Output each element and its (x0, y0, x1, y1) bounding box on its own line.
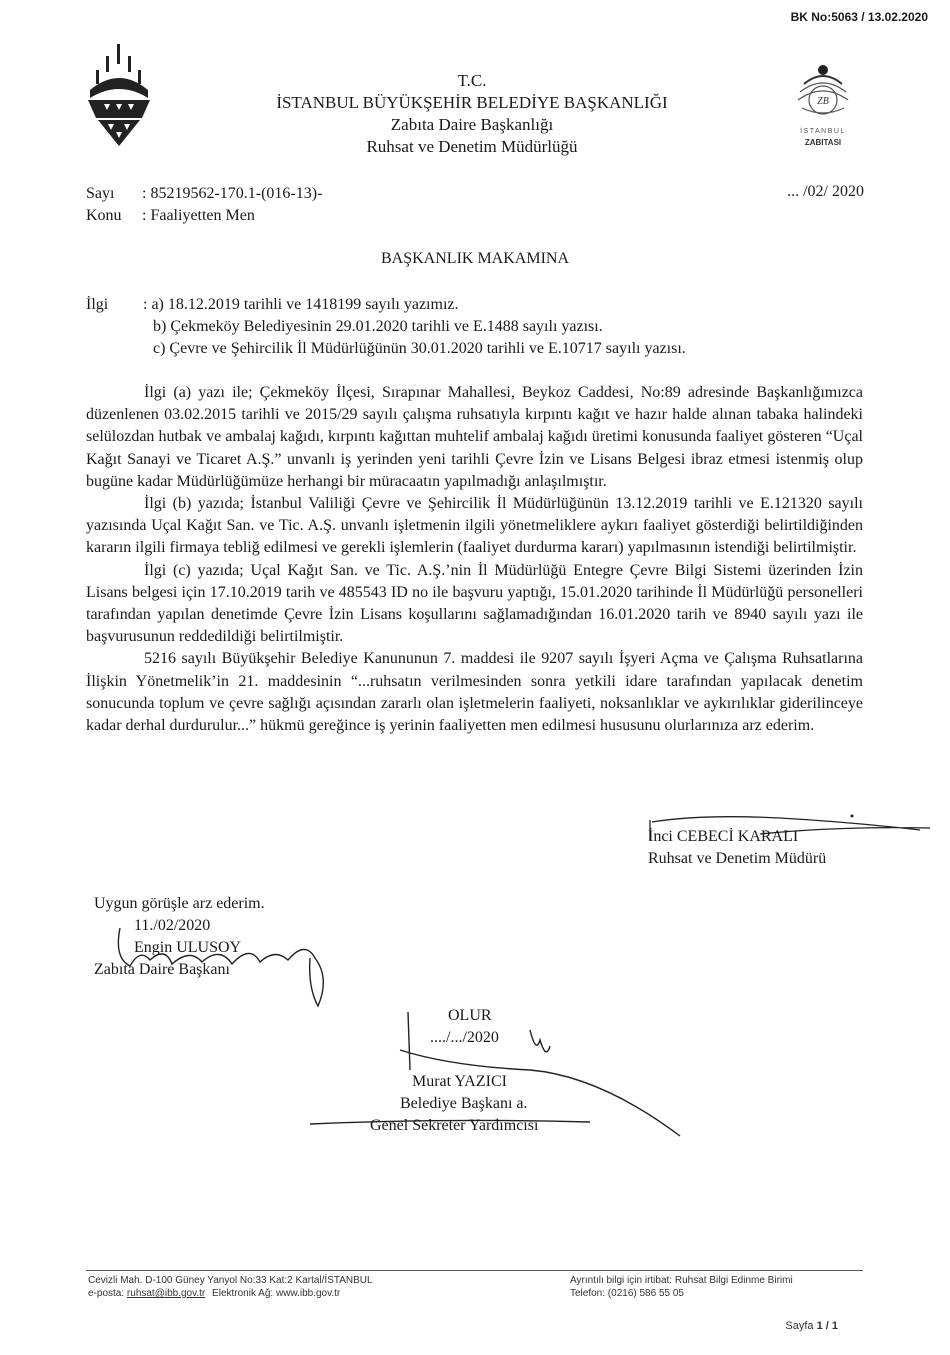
signatory-1 (648, 826, 826, 870)
page-number (785, 1320, 838, 1332)
paragraph-2: İlgi (b) yazıda; İstanbul Valiliği Çevre ve Şehircilik İl Müdürlüğünün 13.12.2019 tarihli ve E.121320 sayılı yazısında Uçal Kağıt San. ve Tic. A.Ş. unvanlı işletmenin ilgili yönetmeliklere aykırı faaliyet gösterdiği belirtildiğinden kararın ilgili firmaya tebliğ edilmesi ve gerekli işlemlerin (faaliyet durdurma kararı) yapılmasının istendiği belirtilmiştir. (86, 495, 863, 557)
approval-block (370, 1005, 539, 1137)
header-directorate: Ruhsat ve Denetim Müdürlüğü (366, 137, 578, 156)
addressee: BAŞKANLIK MAKAMINA (381, 250, 569, 267)
signatory-1-name: İnci CEBECİ KARALI (648, 828, 799, 845)
approval-date: ..../.../2020 (430, 1029, 499, 1046)
ilgi-ref-b: b) Çekmeköy Belediyesinin 29.01.2020 tarihli ve E.1488 sayılı yazısı. (153, 318, 603, 335)
zabita-logo (782, 64, 864, 154)
signatory-2-title: Zabıta Daire Başkanı (94, 961, 230, 978)
ilgi-ref-c: c) Çevre ve Şehircilik İl Müdürlüğünün 30.01.2020 tarihli ve E.10717 sayılı yazısı. (153, 340, 686, 357)
signatory-2-note: Uygun görüşle arz ederim. (94, 895, 265, 912)
signatory-1-title: Ruhsat ve Denetim Müdürü (648, 850, 827, 867)
paragraph-4: 5216 sayılı Büyükşehir Belediye Kanununun 7. maddesi ile 9207 sayılı İşyeri Açma ve Çalışma Ruhsatlarına İlişkin Yönetmelik’in 21. maddesinin “...ruhsatın verilmesinden sonra yetkili idare tarafından yapılacak denetim sonucunda toplum ve çevre sağlığı açısından zararlı olan işletmelerin faaliyeti, noksanlıklar ve aykırılıklar giderilinceye kadar derhal durdurulur...” hükmü gereğince iş yerinin faaliyetten men edilmesi hususunu olurlarınıza arz ederim. (86, 650, 863, 735)
sayi-value: : 85219562-170.1-(016-13)- (142, 185, 323, 202)
konu-value: : Faaliyetten Men (142, 207, 255, 224)
approval-name: Murat YAZICI (412, 1073, 507, 1090)
meta-sayi (86, 183, 322, 204)
zabita-emblem-icon (782, 64, 864, 126)
ilgi-ref-a: : a) 18.12.2019 tarihli ve 1418199 sayılı yazımız. (143, 296, 459, 313)
footer-email-link[interactable]: ruhsat@ibb.gov.tr (126, 1288, 206, 1299)
signatory-2-name: Engin ULUSOY (134, 939, 242, 956)
ilgi-label: İlgi (86, 296, 109, 313)
paragraph-1: İlgi (a) yazı ile; Çekmeköy İlçesi, Sırapınar Mahallesi, Beykoz Caddesi, No:89 adresinde Başkanlığımızca düzenlenen 03.02.2015 tarihli ve 2015/29 sayılı çalışma ruhsatıyla kırpıntı kağıt ve hazır halde alınan tabaka halindeki selülozdan hutbak ve ambalaj kağıdı, kırpıntı kağıttan muhtelif ambalaj kağıdı üretimi konusunda faaliyet gösteren “Uçal Kağıt Sanayi ve Ticaret A.Ş.” unvanlı iş yerinden yeni tarihli Çevre İzin ve Lisans Belgesi ibraz etmesi istenmiş olup bugüne kadar Müdürlüğümüze herhangi bir müracaatın yapılmadığı anlaşılmıştır. (86, 384, 863, 490)
footer-contact: Ayrıntılı bilgi için irtibat: Ruhsat Bilgi Edinme Birimi (570, 1275, 793, 1286)
body-text (86, 382, 863, 737)
header-department: Zabıta Daire Başkanlığı (390, 115, 554, 134)
approval-title-2: Genel Sekreter Yardımcısı (370, 1117, 539, 1134)
footer-right (570, 1274, 793, 1300)
sayi-label: Sayı (86, 185, 115, 202)
footer-email-label: e-posta: (88, 1288, 125, 1299)
footer-address: Cevizli Mah. D-100 Güney Yanyol No:33 Kat:2 Kartal/İSTANBUL (88, 1275, 373, 1286)
page-label: Sayfa (785, 1320, 814, 1332)
zabita-logo-line1: İSTANBUL (800, 128, 846, 135)
zabita-logo-line2: ZABITASI (804, 138, 842, 147)
header-tc: T.C. (457, 71, 487, 90)
paragraph-3: İlgi (c) yazıda; Uçal Kağıt San. ve Tic. A.Ş.’nin İl Müdürlüğü Entegre Çevre Bilgi Sistemi üzerinden İzin Lisans belgesi için 17.10.2019 tarih ve 485543 ID no ile başvuru yaptığı, 15.01.2020 tarihinde İl Müdürlüğü personelleri tarafından yapılan denetimde Çevre İzin Lisans koşullarını sağlamadığından 16.01.2020 tarih ve 8940 sayılı yazı ile başvurusunun reddedildiği belirtilmiştir. (86, 561, 863, 646)
signatory-2-date: 11./02/2020 (134, 917, 211, 934)
document-stamp: BK No:5063 / 13.02.2020 (790, 10, 928, 24)
svg-text:ZB: ZB (817, 96, 829, 107)
footer-divider (86, 1270, 863, 1271)
approval-word: OLUR (448, 1007, 492, 1024)
footer-left (88, 1274, 373, 1300)
konu-label: Konu (86, 207, 122, 224)
meta-konu (86, 205, 255, 226)
footer-phone: Telefon: (0216) 586 55 05 (570, 1288, 684, 1299)
approval-title-1: Belediye Başkanı a. (400, 1095, 528, 1112)
header-institution: İSTANBUL BÜYÜKŞEHİR BELEDİYE BAŞKANLIĞI (276, 93, 668, 112)
footer-web: Elektronik Ağ: www.ibb.gov.tr (212, 1288, 341, 1299)
document-date: ... /02/ 2020 (787, 183, 864, 200)
page-value: 1 / 1 (816, 1320, 838, 1332)
ilgi-block (86, 294, 686, 360)
signatory-2 (94, 893, 265, 981)
